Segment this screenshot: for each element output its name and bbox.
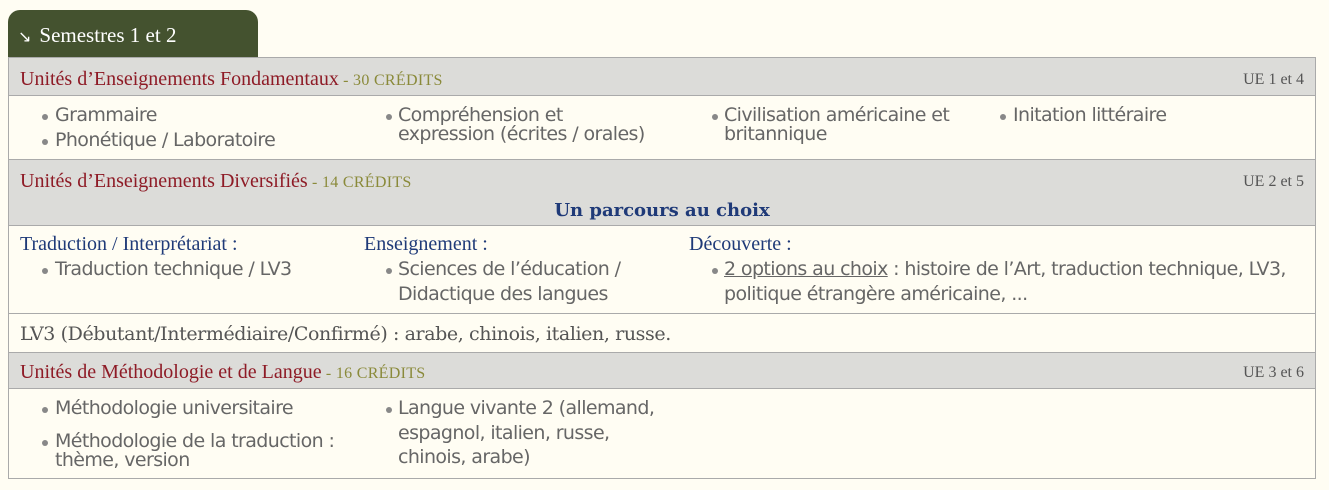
bullet-icon <box>42 139 48 145</box>
list-item: : histoire de l’Art, traduction technique, LV3, <box>887 258 1286 280</box>
list-item: chinois, arabe) <box>398 446 530 468</box>
methodologie-header <box>9 352 1315 389</box>
list-item: Méthodologie universitaire <box>55 397 293 419</box>
list-item: Compréhension et <box>398 104 563 126</box>
methodologie-credits: - 16 CRÉDITS <box>321 365 426 382</box>
diversifies-title: Unités d’Enseignements Diversifiés <box>20 170 308 192</box>
list-item: espagnol, italien, russe, <box>398 422 610 444</box>
divider <box>9 313 1315 314</box>
list-item: Langue vivante 2 (allemand, <box>398 397 655 419</box>
list-item: Civilisation américaine et <box>724 104 950 126</box>
fondamentaux-header <box>9 58 1315 96</box>
bullet-icon <box>386 114 392 120</box>
semester-title: Semestres 1 et 2 <box>39 23 177 47</box>
list-item: thème, version <box>55 449 190 471</box>
diversifies-header <box>9 159 1315 226</box>
bullet-icon <box>386 407 392 413</box>
options-link[interactable]: 2 options au choix <box>724 258 888 280</box>
list-item: Traduction technique / LV3 <box>55 258 292 280</box>
list-item: Didactique des langues <box>398 283 608 305</box>
column-heading-enseignement: Enseignement : <box>364 233 488 255</box>
arrow-down-right-icon: ↘ <box>18 27 32 46</box>
bullet-icon <box>42 407 48 413</box>
fondamentaux-title: Unités d’Enseignements Fondamentaux <box>20 68 339 90</box>
lv3-note: LV3 (Débutant/Intermédiaire/Confirmé) : arabe, chinois, italien, russe. <box>20 323 671 345</box>
parcours-subtitle: Un parcours au choix <box>554 200 770 221</box>
bullet-icon <box>1000 114 1006 120</box>
fondamentaux-credits: - 30 CRÉDITS <box>338 72 443 89</box>
fondamentaux-ue: UE 1 et 4 <box>1243 71 1304 88</box>
methodologie-title: Unités de Méthodologie et de Langue <box>20 361 322 383</box>
semester-tab[interactable] <box>8 10 258 58</box>
bullet-icon <box>712 114 718 120</box>
list-item: Méthodologie de la traduction : <box>55 430 335 452</box>
column-heading-traduction: Traduction / Interprétariat : <box>20 233 238 255</box>
column-heading-decouverte: Découverte : <box>689 233 792 255</box>
diversifies-credits: - 14 CRÉDITS <box>307 174 412 191</box>
list-item: Phonétique / Laboratoire <box>55 129 276 151</box>
list-item: Sciences de l’éducation / <box>398 258 621 280</box>
methodologie-ue: UE 3 et 6 <box>1243 364 1304 381</box>
bullet-icon <box>42 114 48 120</box>
bullet-icon <box>712 268 718 274</box>
bullet-icon <box>42 440 48 446</box>
list-item: politique étrangère américaine, ... <box>724 283 1028 305</box>
bullet-icon <box>386 268 392 274</box>
list-item: expression (écrites / orales) <box>398 123 645 145</box>
list-item: Grammaire <box>55 104 157 126</box>
list-item: Initation littéraire <box>1013 104 1167 126</box>
curriculum-panel <box>8 57 1316 479</box>
list-item: britannique <box>724 123 827 145</box>
bullet-icon <box>42 268 48 274</box>
diversifies-ue: UE 2 et 5 <box>1243 173 1304 190</box>
